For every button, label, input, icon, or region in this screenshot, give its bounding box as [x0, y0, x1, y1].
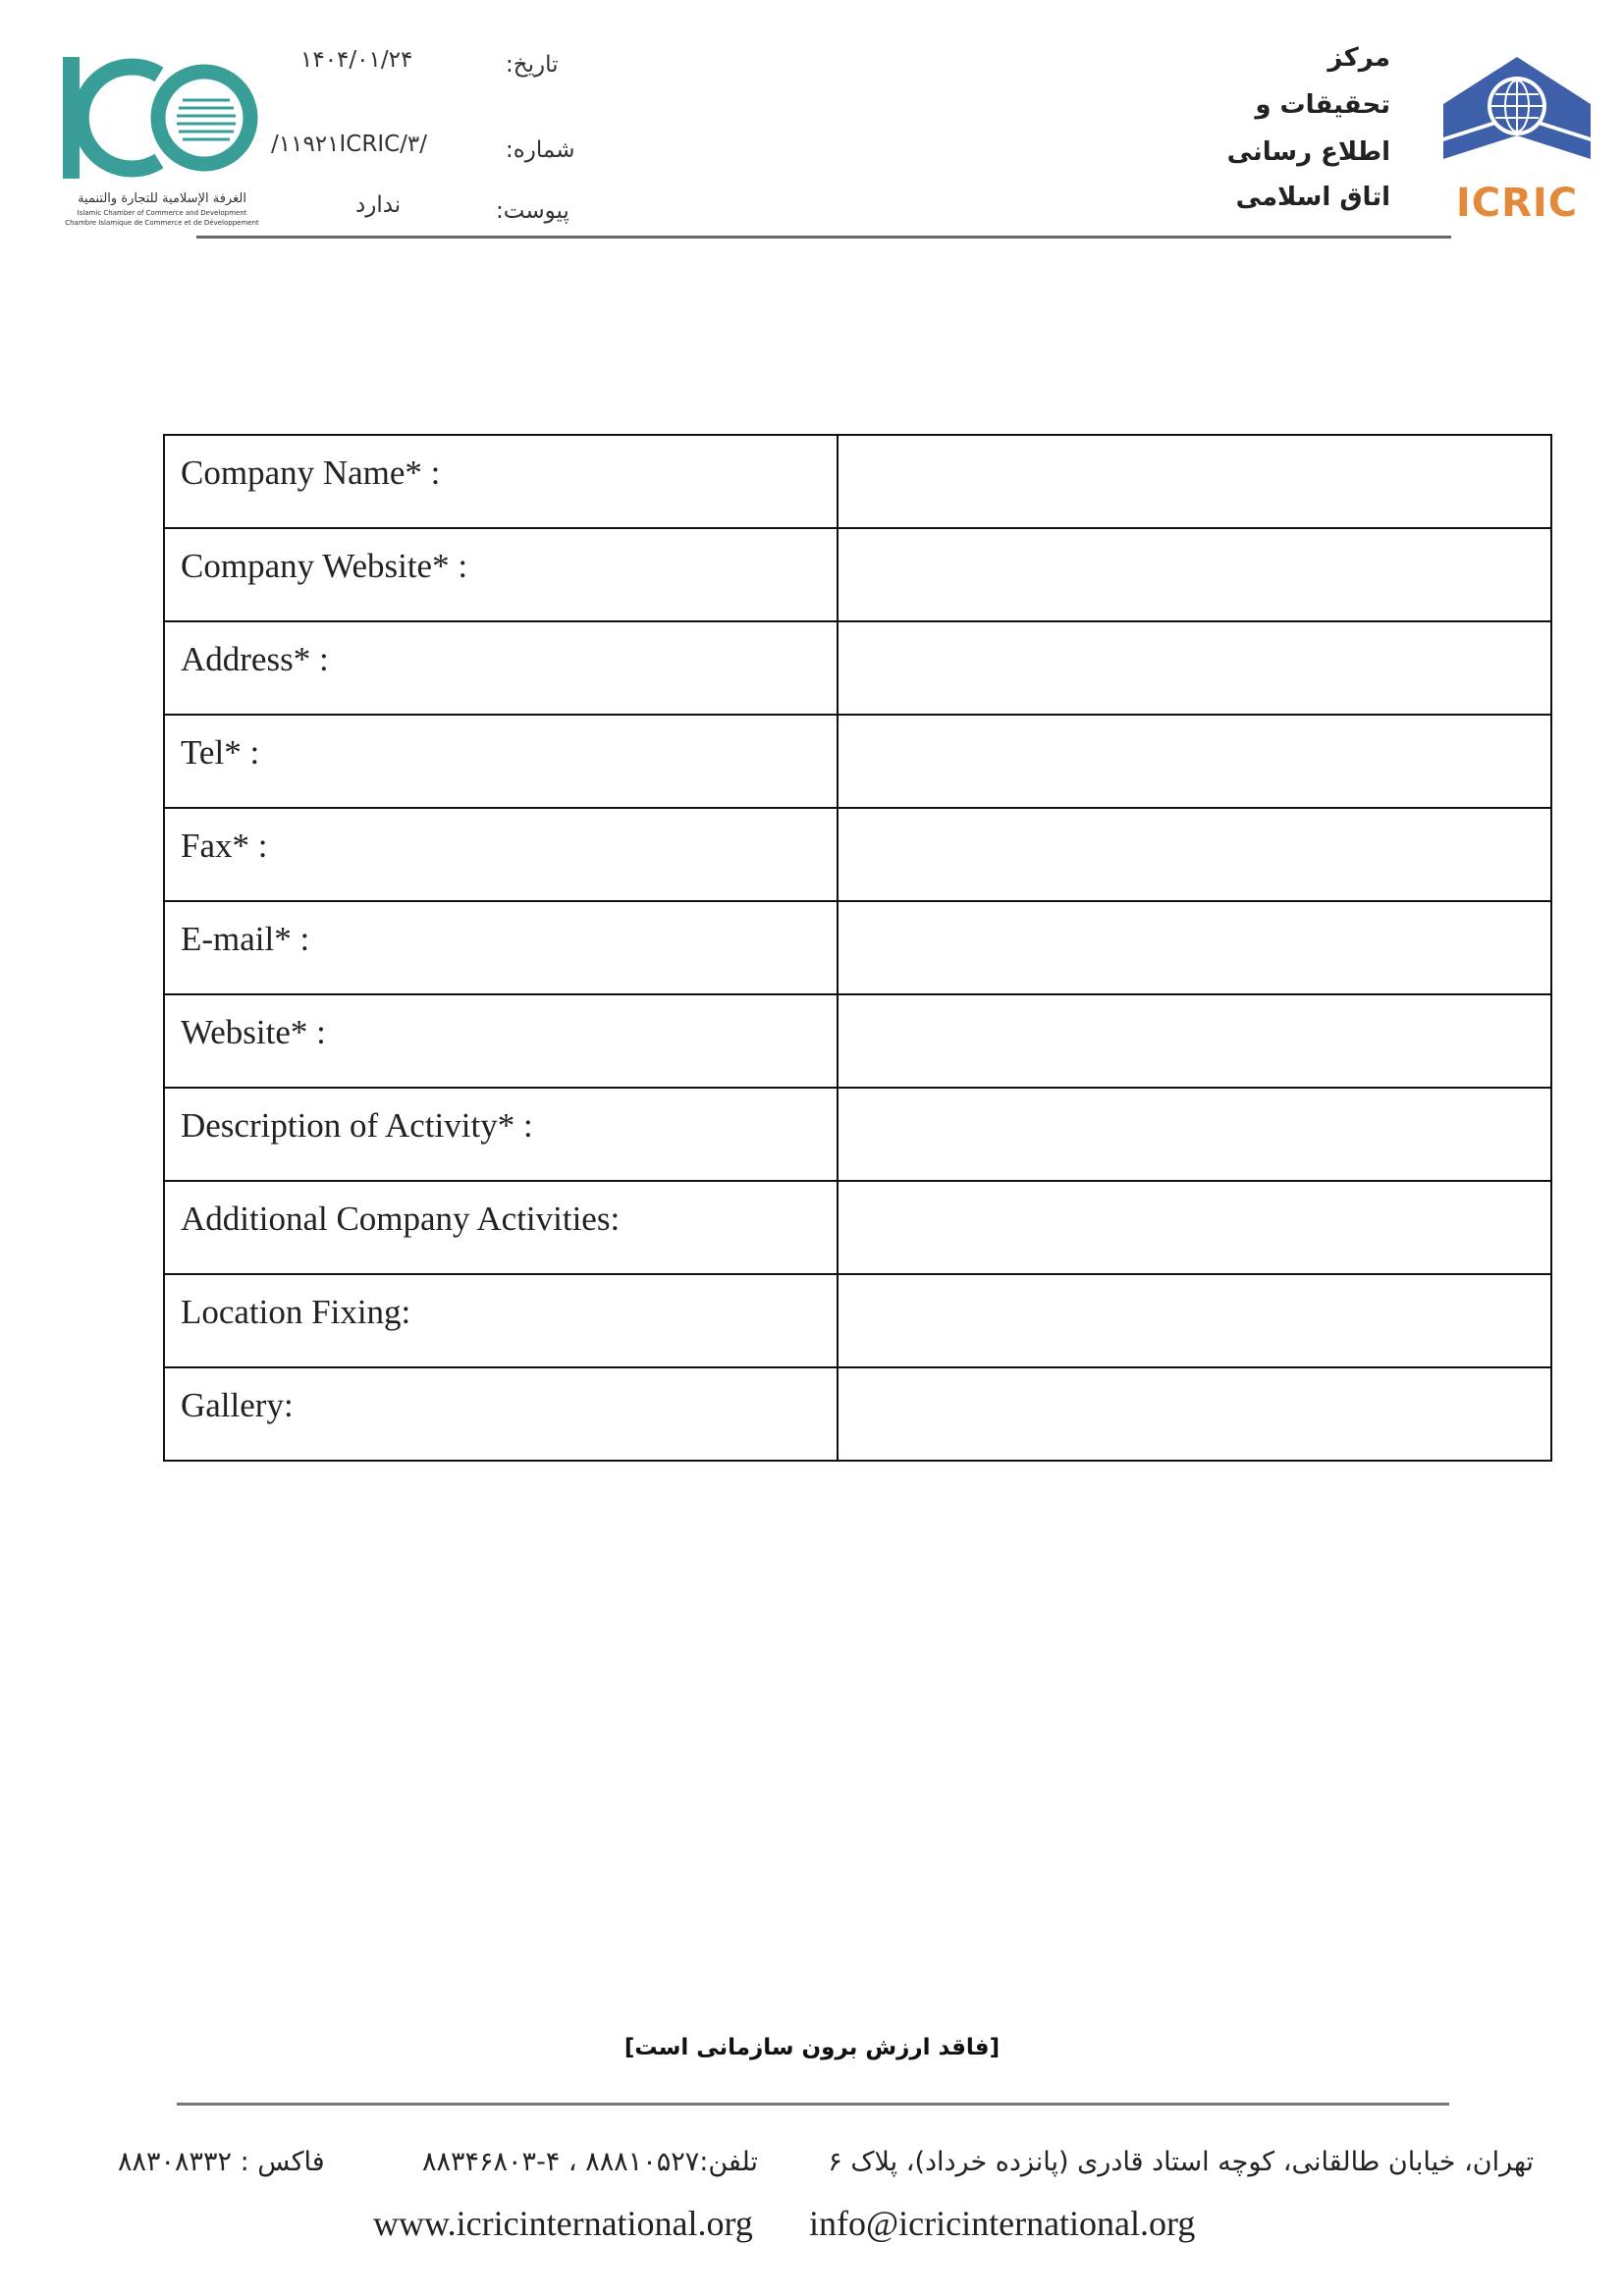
- form-field-value[interactable]: [838, 901, 1551, 994]
- form-field-value[interactable]: [838, 621, 1551, 715]
- form-field-label: Tel* :: [164, 715, 838, 808]
- form-field-label: E-mail* :: [164, 901, 838, 994]
- form-row: [164, 1181, 1551, 1274]
- icc-logo-mark: [59, 51, 265, 188]
- form-field-value[interactable]: [838, 1274, 1551, 1367]
- form-field-label: Company Website* :: [164, 528, 838, 621]
- icc-logo: [59, 51, 265, 228]
- footer-address: تهران، خیابان طالقانی، کوچه استاد قادری (پانزده خرداد)، پلاک ۶: [828, 2147, 1534, 2177]
- header-divider: [196, 236, 1451, 239]
- icc-caption-french: Chambre Islamique de Commerce et de Développement: [65, 219, 259, 227]
- date-label: تاریخ:: [506, 52, 559, 78]
- form-row: [164, 1088, 1551, 1181]
- footer-phone: تلفن:۸۸۸۱۰۵۲۷ ، ۴-۸۸۳۴۶۸۰۳: [422, 2147, 758, 2177]
- internal-use-notice: [فاقد ارزش برون سازمانی است]: [623, 2035, 1001, 2060]
- number-label: شماره:: [506, 137, 575, 163]
- footer-fax: فاکس : ۸۸۳۰۸۳۳۲: [118, 2147, 325, 2177]
- form-field-label: Fax* :: [164, 808, 838, 901]
- form-field-value[interactable]: [838, 1367, 1551, 1461]
- icc-caption-english: Islamic Chamber of Commerce and Development: [77, 209, 247, 217]
- form-row: [164, 528, 1551, 621]
- form-field-value[interactable]: [838, 435, 1551, 528]
- form-row: [164, 994, 1551, 1088]
- attachment-value: ندارد: [355, 192, 402, 218]
- form-field-value[interactable]: [838, 994, 1551, 1088]
- form-field-value[interactable]: [838, 1181, 1551, 1274]
- org-name-line-1: مرکز: [1327, 43, 1390, 73]
- form-row: [164, 1274, 1551, 1367]
- number-value: /۱۱۹۲۱ICRIC/۳/: [271, 132, 428, 157]
- date-value: ۱۴۰۴/۰۱/۲۴: [300, 47, 413, 73]
- icric-logo: [1435, 55, 1598, 232]
- form-field-label: Address* :: [164, 621, 838, 715]
- form-field-label: Description of Activity* :: [164, 1088, 838, 1181]
- form-field-label: Company Name* :: [164, 435, 838, 528]
- form-field-value[interactable]: [838, 528, 1551, 621]
- attachment-label: پیوست:: [496, 198, 569, 224]
- footer-email-link[interactable]: info@icricinternational.org: [809, 2204, 1196, 2243]
- icric-logo-text: ICRIC: [1455, 181, 1579, 226]
- form-field-label: Gallery:: [164, 1367, 838, 1461]
- org-name-line-2: تحقیقات و: [1255, 90, 1390, 120]
- form-field-value[interactable]: [838, 808, 1551, 901]
- form-field-value[interactable]: [838, 715, 1551, 808]
- icc-caption-arabic: الغرفة الإسلامية للتجارة والتنمية: [78, 191, 246, 206]
- company-info-form: [163, 434, 1552, 1462]
- form-row: [164, 621, 1551, 715]
- footer-website-link[interactable]: www.icricinternational.org: [373, 2204, 753, 2243]
- icric-globe-book-icon: [1435, 55, 1598, 183]
- form-row: [164, 435, 1551, 528]
- form-row: [164, 715, 1551, 808]
- form-field-label: Website* :: [164, 994, 838, 1088]
- form-field-label: Location Fixing:: [164, 1274, 838, 1367]
- form-row: [164, 901, 1551, 994]
- footer-divider: [177, 2103, 1449, 2106]
- form-row: [164, 808, 1551, 901]
- form-row: [164, 1367, 1551, 1461]
- form-field-value[interactable]: [838, 1088, 1551, 1181]
- org-name-line-3: اطلاع رسانی: [1226, 137, 1390, 167]
- form-field-label: Additional Company Activities:: [164, 1181, 838, 1274]
- org-name-line-4: اتاق اسلامی: [1235, 183, 1390, 212]
